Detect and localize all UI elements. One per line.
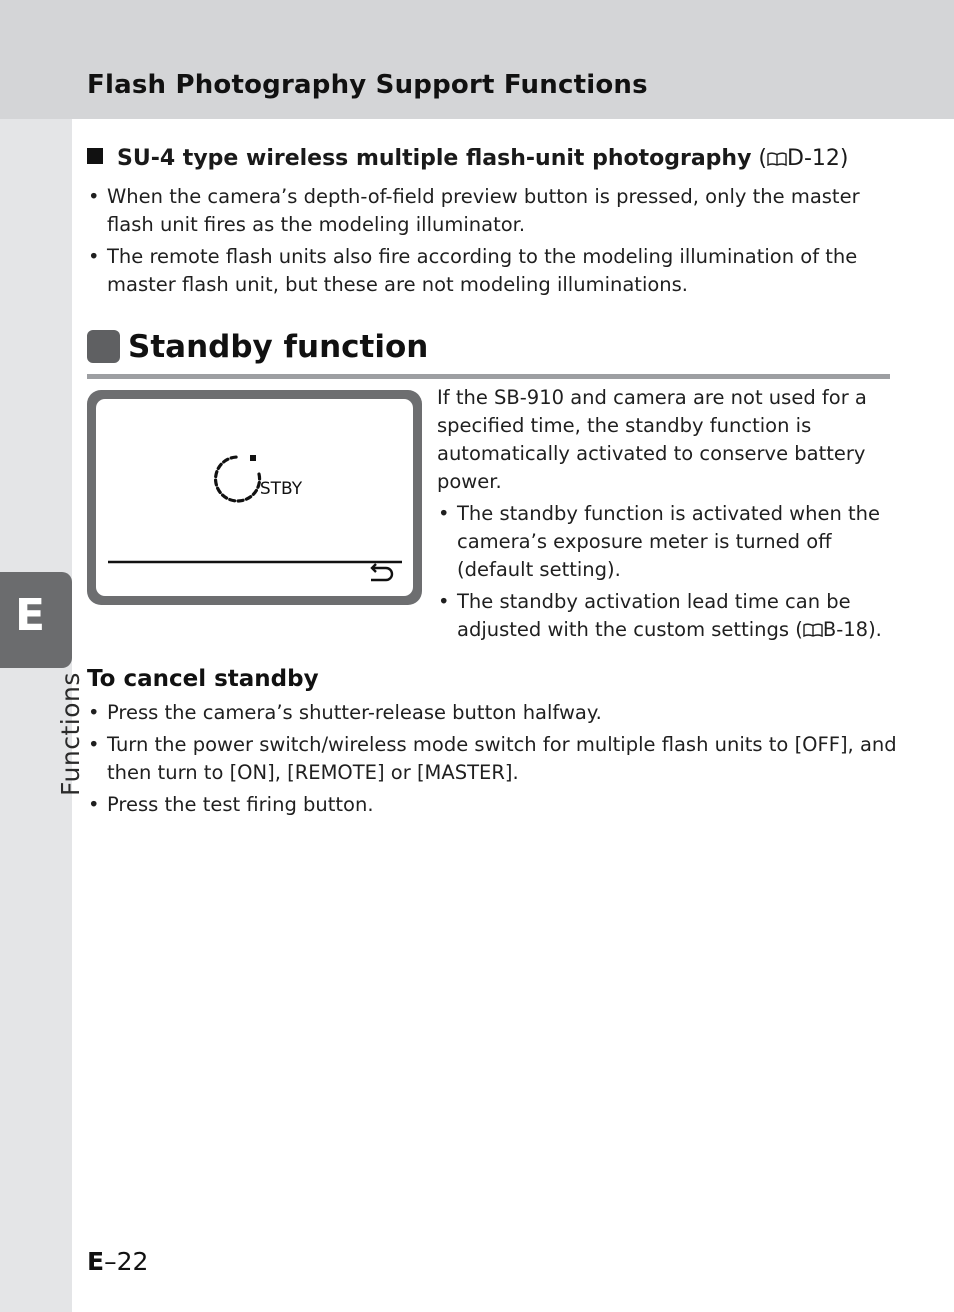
list-item: • The standby function is activated when the camera’s exposure meter is turned off (default setting). xyxy=(437,500,892,584)
lcd-graphic xyxy=(96,399,413,596)
su4-heading-text: SU-4 type wireless multiple flash-unit photography xyxy=(117,146,752,171)
book-reference-icon xyxy=(803,623,823,637)
cancel-standby-heading: To cancel standby xyxy=(87,666,319,692)
chapter-tab-letter: E xyxy=(14,590,46,641)
section-marker-icon xyxy=(87,330,120,363)
su4-ref-open: ( xyxy=(751,146,768,171)
chapter-tab xyxy=(0,572,72,668)
list-item xyxy=(437,588,892,644)
list-item: • Press the test firing button. xyxy=(87,791,897,819)
list-item: • Turn the power switch/wireless mode switch for multiple flash units to [OFF], and then turn to [ON], [REMOTE] or [MASTER]. xyxy=(87,731,897,787)
page-number xyxy=(87,1247,148,1276)
book-reference-icon xyxy=(767,152,787,166)
square-bullet-icon xyxy=(87,148,103,164)
header-title: Flash Photography Support Functions xyxy=(87,70,648,100)
list-item: • Press the camera’s shutter-release button halfway. xyxy=(87,699,897,727)
header-band xyxy=(0,0,954,119)
su4-ref-page: D-12 xyxy=(787,146,840,171)
su4-bullet-list xyxy=(87,183,897,303)
section-title: Standby function xyxy=(128,329,429,365)
standby-intro-paragraph xyxy=(437,384,892,648)
standby-ref-close: ). xyxy=(868,618,882,641)
standby-dotted-circle-icon xyxy=(216,455,260,501)
standby-ref-page: B-18 xyxy=(822,618,869,641)
list-item-text: The standby activation lead time can be adjusted with the custom settings ( xyxy=(457,590,851,641)
standby-bullet-list xyxy=(437,500,892,644)
su4-ref-close: ) xyxy=(839,146,849,171)
lcd-stby-text: STBY xyxy=(259,479,303,499)
list-item: • When the camera’s depth-of-field preview button is pressed, only the master flash unit fires as the modeling illuminator. xyxy=(87,183,897,239)
chapter-side-label: Functions xyxy=(56,672,85,796)
page-number-letter: E xyxy=(87,1247,105,1276)
lcd-panel-illustration xyxy=(87,390,422,605)
su4-heading xyxy=(87,146,848,171)
lcd-screen xyxy=(96,399,413,596)
standby-section-header xyxy=(87,328,890,379)
standby-intro-text: If the SB-910 and camera are not used for a specified time, the standby function is automatically activated to conserve battery power. xyxy=(437,386,867,493)
return-arrow-icon xyxy=(371,564,392,580)
list-item: • The remote flash units also fire according to the modeling illumination of the master flash unit, but these are not modeling illuminations. xyxy=(87,243,897,299)
page-number-value: –22 xyxy=(104,1247,149,1276)
cancel-bullet-list xyxy=(87,699,897,823)
